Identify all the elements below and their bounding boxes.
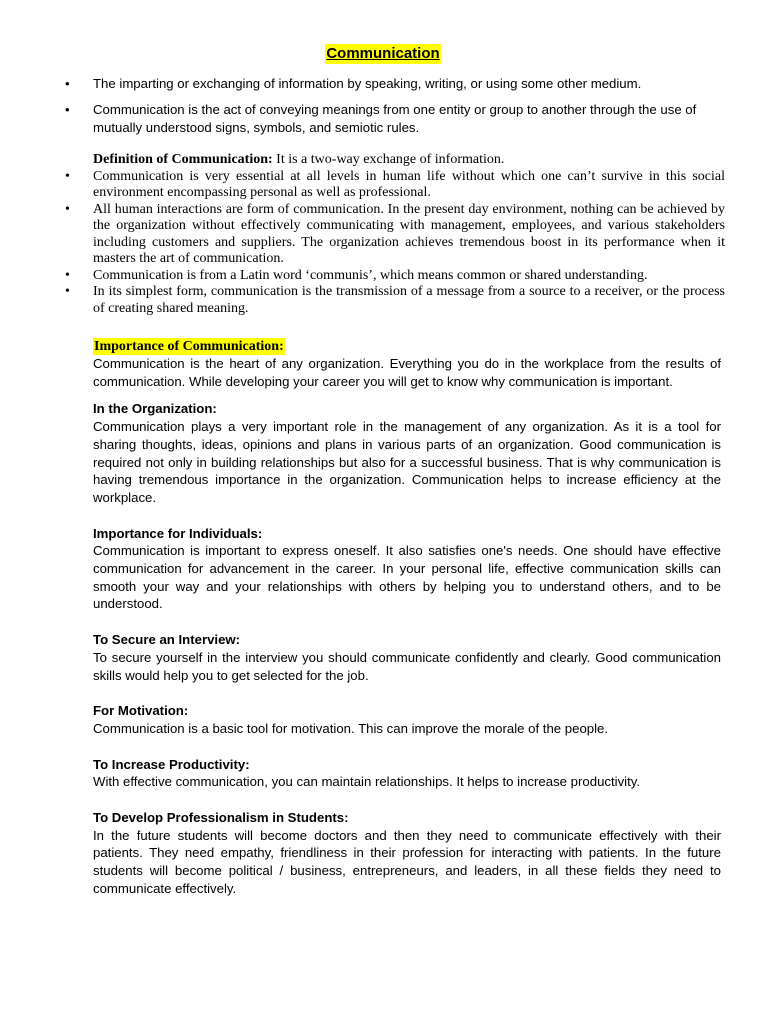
section-text: With effective communication, you can maintain relationships. It helps to increase productivity. bbox=[93, 774, 641, 790]
list-item-text: Communication is from a Latin word ‘communis’, which means common or shared understanding. bbox=[93, 267, 648, 283]
bullet-icon: • bbox=[65, 201, 70, 217]
section-heading: To Secure an Interview: bbox=[93, 632, 241, 648]
section-text: Communication is important to express oneself. It also satisfies one's needs. One should have effective communication for advancement in the career. In your personal life, effective communication skills can smooth your way and your relationships with others by helping you to understand others, and to be understood. bbox=[93, 543, 721, 612]
section-text: To secure yourself in the interview you should communicate confidently and clearly. Good communication skills would help you to get selected for the job. bbox=[93, 649, 721, 683]
bullet-icon: • bbox=[65, 102, 70, 117]
section-heading: To Develop Professionalism in Students: bbox=[93, 810, 349, 826]
section-text: Communication plays a very important role in the management of any organization. As it is a tool for sharing thoughts, ideas, opinions and plans in various parts of an organization. Good communication is required not only in building relationships but also for a successful business. That is why communication is having tremendous importance in the organization. Communication helps to increase efficiency at the workplace. bbox=[93, 419, 721, 505]
importance-intro: Communication is the heart of any organization. Everything you do in the workplace from the results of communication. While developing your career you will get to know why communication is important. bbox=[93, 356, 721, 389]
bullet-icon: • bbox=[65, 284, 70, 299]
intro-bullet-list bbox=[65, 75, 725, 145]
section-heading: For Motivation: bbox=[93, 703, 189, 719]
section-heading: In the Organization: bbox=[93, 401, 217, 417]
list-item-text: The imparting or exchanging of information by speaking, writing, or using some other medium. bbox=[93, 76, 642, 91]
importance-heading: Importance of Communication: bbox=[94, 339, 284, 354]
definition-text: It is a two-way exchange of information. bbox=[272, 152, 505, 167]
definition-line bbox=[65, 152, 725, 169]
section-heading: To Increase Productivity: bbox=[93, 756, 250, 772]
list-item-text: In its simplest form, communication is the transmission of a message from a source to a receiver, or the process of creating shared meaning. bbox=[93, 284, 725, 316]
list-item-text: Communication is the act of conveying meanings from one entity or group to another through the use of mutually understood signs, symbols, and semiotic rules. bbox=[93, 102, 697, 135]
bullet-icon: • bbox=[65, 76, 70, 91]
definition-label: Definition of Communication: bbox=[93, 152, 273, 167]
list-item bbox=[65, 268, 725, 285]
importance-sections bbox=[93, 355, 721, 898]
list-item-text: Communication is very essential at all levels in human life without which one can’t survive in this social environment encompassing personal as well as professional. bbox=[93, 168, 725, 200]
list-item bbox=[65, 169, 725, 202]
list-item bbox=[65, 284, 725, 317]
definition-block bbox=[65, 152, 725, 317]
list-item bbox=[65, 101, 725, 137]
page-title: Communication bbox=[326, 45, 440, 62]
list-item-text: All human interactions are form of communication. In the present day environment, nothing can be achieved by the organization without effectively communicating with management, employees, and various stakeholders including customers and suppliers. The organization achieves tremendous boost in its performance when it masters the art of communication. bbox=[93, 201, 725, 266]
section-heading: Importance for Individuals: bbox=[93, 525, 263, 541]
list-item bbox=[65, 75, 725, 93]
bullet-icon: • bbox=[65, 168, 70, 184]
bullet-icon: • bbox=[65, 267, 70, 283]
section-text: Communication is a basic tool for motivation. This can improve the morale of the people. bbox=[93, 720, 609, 736]
title-container bbox=[0, 44, 768, 64]
list-item bbox=[65, 202, 725, 268]
section-text: In the future students will become doctors and then they need to communicate effectively with their patients. They need empathy, friendliness in their profession for interacting with patients. In the future students will become political / business, entrepreneurs, and leaders, in all these fields they need to communicate effectively. bbox=[93, 827, 721, 896]
